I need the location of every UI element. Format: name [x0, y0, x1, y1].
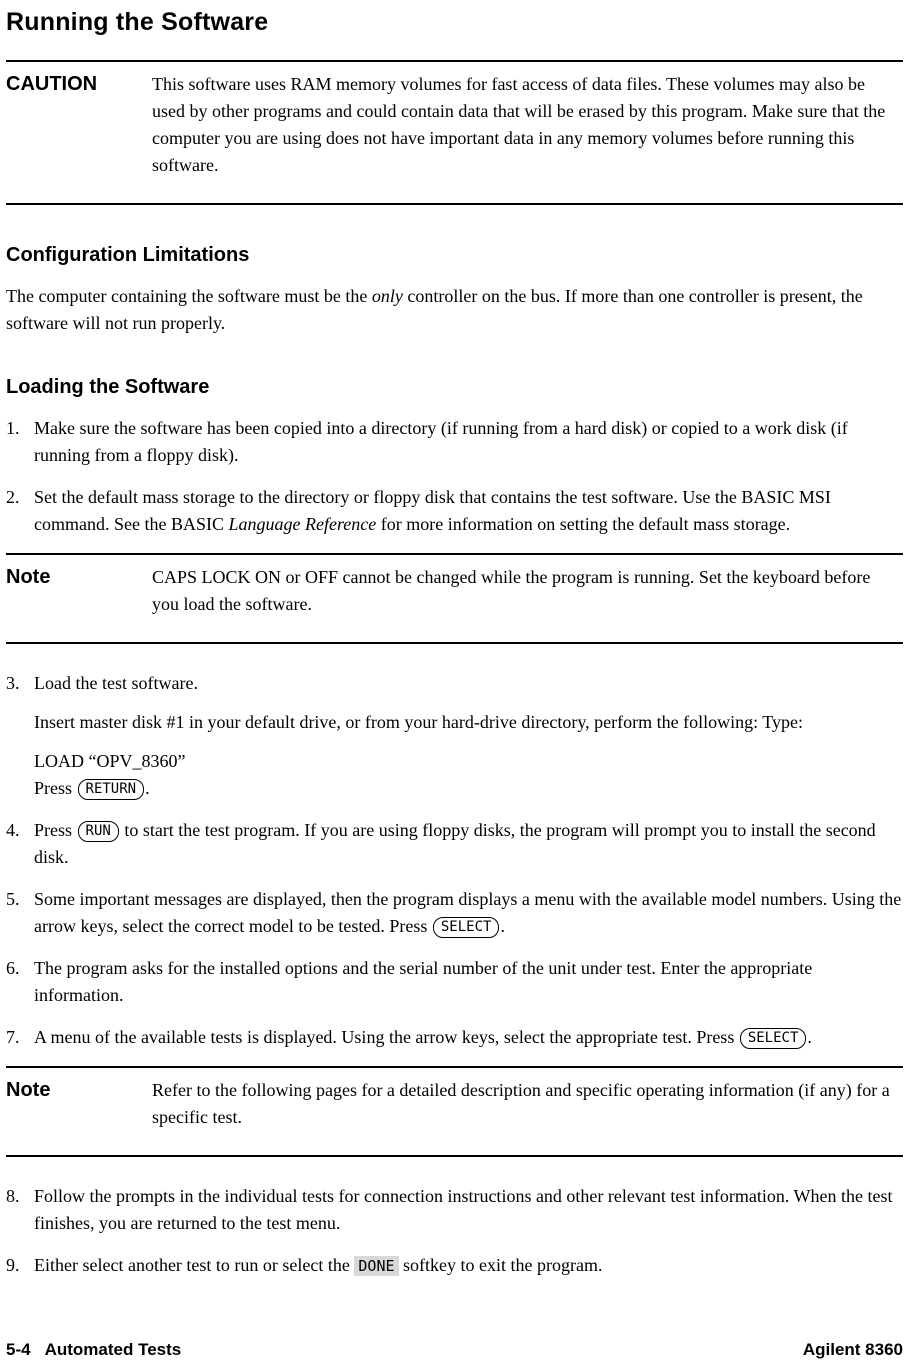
note-block-2: [6, 1066, 903, 1157]
step-body: [34, 1252, 903, 1280]
step-text: to start the test program. If you are using floppy disks, the program will prompt you to install the second disk.: [34, 820, 876, 867]
step-body: [34, 886, 903, 940]
load-command-text: LOAD “OPV_8360”: [34, 751, 186, 771]
emphasis-text: Language Reference: [228, 514, 377, 534]
step-text: Follow the prompts in the individual tests for connection instructions and other relevant test information. When the test finishes, you are returned to the test menu.: [34, 1186, 893, 1233]
page-footer: [6, 1340, 903, 1360]
select-keycap: SELECT: [433, 917, 500, 938]
step-text: for more information on setting the default mass storage.: [376, 514, 791, 534]
page-title: Running the Software: [6, 8, 269, 36]
step-number: 1.: [6, 418, 20, 438]
emphasis-text: only: [371, 286, 403, 306]
paragraph-text: The computer containing the software must be the: [6, 286, 372, 306]
step-body: [34, 1183, 903, 1237]
step-text: The program asks for the installed options and the serial number of the unit under test. Enter the appropriate information.: [34, 958, 813, 1005]
configuration-paragraph: [6, 283, 903, 337]
step-body: [34, 817, 903, 871]
step-text: Some important messages are displayed, then the program displays a menu with the available model numbers. Using the arrow keys, select the correct model to be tested. Press: [34, 889, 902, 936]
step-number: 5.: [6, 889, 20, 909]
note-text: Refer to the following pages for a detailed description and specific operating information (if any) for a specific test.: [152, 1080, 890, 1127]
run-keycap: RUN: [78, 821, 119, 842]
step-number: 3.: [6, 673, 20, 693]
product-name: Agilent 8360: [802, 1340, 903, 1359]
numbered-steps-group-3: [6, 1183, 903, 1280]
section-heading-configuration-limitations: Configuration Limitations: [6, 244, 250, 266]
step-5: [6, 886, 903, 940]
select-keycap: SELECT: [740, 1028, 807, 1049]
step-4: [6, 817, 903, 871]
step-9: [6, 1252, 903, 1280]
step-number: 2.: [6, 487, 20, 507]
caution-label: CAUTION: [6, 73, 98, 95]
step-body: [34, 955, 903, 1009]
step-body: [34, 484, 903, 538]
chapter-title: Automated Tests: [44, 1340, 182, 1359]
step-text: Load the test software.: [34, 673, 198, 693]
step-body: [34, 415, 903, 469]
step-number: 9.: [6, 1255, 20, 1275]
step-8: [6, 1183, 903, 1237]
step-text: .: [500, 916, 505, 936]
step-7: [6, 1024, 903, 1051]
numbered-steps-group-1: [6, 415, 903, 538]
step-3-paragraph: Insert master disk #1 in your default drive, or from your hard-drive directory, perform the following: Type:: [34, 712, 804, 732]
return-keycap: RETURN: [78, 779, 145, 800]
note-block-1: [6, 553, 903, 644]
step-text: softkey to exit the program.: [398, 1255, 603, 1275]
caution-block: [6, 60, 903, 205]
step-1: [6, 415, 903, 469]
paragraph-text: controller on the bus. If more than one controller is present, the software will not run properly.: [6, 286, 863, 333]
step-text: A menu of the available tests is displayed. Using the arrow keys, select the appropriate test. Press: [34, 1027, 739, 1047]
done-softkey-label: DONE: [354, 1256, 398, 1276]
step-number: 4.: [6, 820, 20, 840]
step-body: [34, 1024, 903, 1051]
step-3: [6, 670, 903, 802]
step-text: Press: [34, 820, 77, 840]
step-text: Press: [34, 778, 77, 798]
step-6: [6, 955, 903, 1009]
step-text: .: [807, 1027, 812, 1047]
step-text: Set the default mass storage to the directory or floppy disk that contains the test software. Use the BASIC MSI command. See the BASIC: [34, 487, 831, 534]
note-label: Note: [6, 1079, 51, 1101]
footer-left: [6, 1340, 181, 1360]
step-3-command-block: [34, 748, 903, 802]
note-text: CAPS LOCK ON or OFF cannot be changed while the program is running. Set the keyboard before you load the software.: [152, 567, 871, 614]
step-text: .: [145, 778, 150, 798]
page-number: 5-4: [6, 1340, 31, 1359]
press-return-line: [34, 775, 903, 802]
note-label: Note: [6, 566, 51, 588]
step-number: 7.: [6, 1027, 20, 1047]
caution-text: This software uses RAM memory volumes for fast access of data files. These volumes may also be used by other programs and could contain data that will be erased by this program. Make sure that the computer you are using does not have important data in any memory volumes before running this software.: [152, 74, 886, 175]
step-text: Make sure the software has been copied into a directory (if running from a hard disk) or copied to a work disk (if running from a floppy disk).: [34, 418, 848, 465]
step-text: Either select another test to run or select the: [34, 1255, 355, 1275]
section-heading-loading-the-software: Loading the Software: [6, 376, 210, 398]
step-body: [34, 670, 903, 802]
step-2: [6, 484, 903, 538]
numbered-steps-group-2: [6, 670, 903, 1051]
footer-right: [803, 1340, 903, 1360]
step-number: 8.: [6, 1186, 20, 1206]
step-number: 6.: [6, 958, 20, 978]
